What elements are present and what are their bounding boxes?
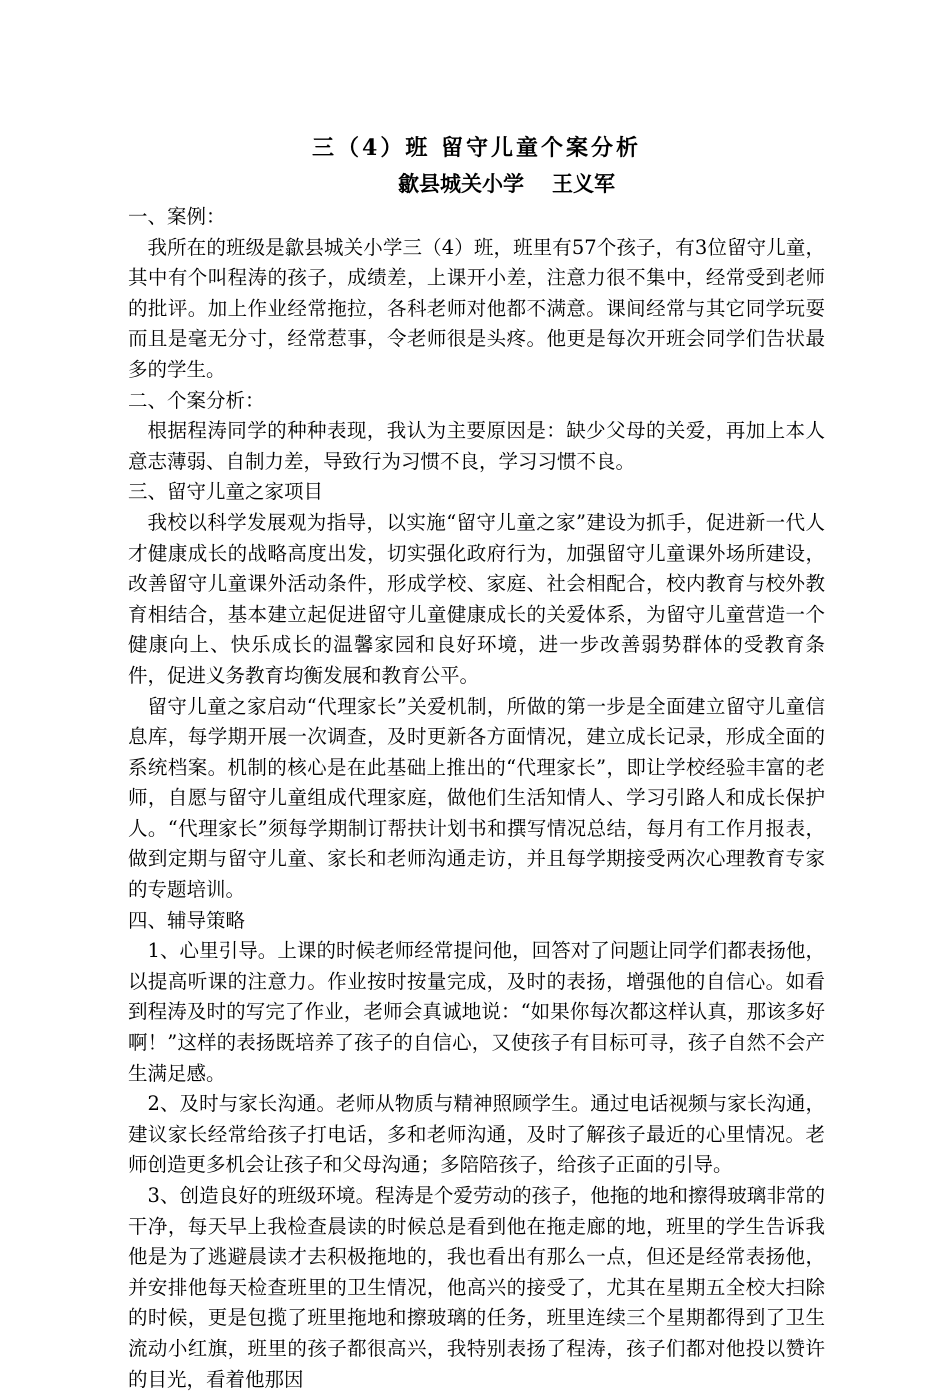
section-heading-analysis: 二、个案分析： (128, 388, 265, 412)
document-title: 三（4）班 留守儿童个案分析 (312, 135, 641, 161)
strategy-paragraph: 3、创造良好的班级环境。程涛是个爱劳动的孩子，他拖的地和擦得玻璃非常的干净，每天早上我检查晨读的时候总是看到他在拖走廊的地，班里的学生告诉我他是为了逃避晨读才去积极拖地的，我也看出有那么一点，但还是经常表扬他，并安排他每天检查班里的卫生情况，他高兴的接受了，尤其在星期五全校大扫除的时候，更是包揽了班里拖地和擦玻璃的任务，班里连续三个星期都得到了卫生流动小红旗，班里的孩子都很高兴，我特别表扬了程涛，孩子们都对他投以赞许的目光，看着他那因 (128, 1184, 825, 1391)
section-heading-strategy: 四、辅导策略 (128, 908, 246, 932)
section-heading-project: 三、留守儿童之家项目 (128, 480, 324, 504)
document-byline (188, 166, 825, 202)
project-paragraph: 留守儿童之家启动“代理家长”关爱机制，所做的第一步是全面建立留守儿童信息库，每学期开展一次调查，及时更新各方面情况，建立成长记录，形成全面的系统档案。机制的核心是在此基础上推出的“代理家长”，即让学校经验丰富的老师，自愿与留守儿童组成代理家庭，做他们生活知情人、学习引路人和成长保护人。“代理家长”须每学期制订帮扶计划书和撰写情况总结，每月有工作月报表，做到定期与留守儿童、家长和老师沟通走访，并且每学期接受两次心理教育专家的专题培训。 (128, 694, 825, 902)
case-paragraph: 我所在的班级是歙县城关小学三（4）班，班里有57个孩子，有3位留守儿童，其中有个叫程涛的孩子，成绩差，上课开小差，注意力很不集中，经常受到老师的批评。加上作业经常拖拉，各科老师对他都不满意。课间经常与其它同学玩耍而且是毫无分寸，经常惹事，令老师很是头疼。他更是每次开班会同学们告状最多的学生。 (128, 235, 825, 381)
section-heading-case: 一、案例： (128, 205, 226, 228)
project-paragraph: 我校以科学发展观为指导，以实施“留守儿童之家”建设为抓手，促进新一代人才健康成长的战略高度出发，切实强化政府行为，加强留守儿童课外场所建设，改善留守儿童课外活动条件，形成学校、家庭、社会相配合，校内教育与校外教育相结合，基本建立起促进留守儿童健康成长的关爱体系，为留守儿童营造一个健康向上、快乐成长的温馨家园和良好环境，进一步改善弱势群体的受教育条件，促进义务教育均衡发展和教育公平。 (128, 510, 825, 687)
analysis-paragraph: 根据程涛同学的种种表现，我认为主要原因是：缺少父母的关爱，再加上本人意志薄弱、自制力差，导致行为习惯不良，学习习惯不良。 (128, 419, 825, 473)
document-page (128, 130, 825, 1395)
school-name: 歙县城关小学 (398, 171, 524, 196)
author-name: 王义军 (552, 171, 615, 196)
strategy-paragraph: 2、及时与家长沟通。老师从物质与精神照顾学生。通过电话视频与家长沟通，建议家长经常给孩子打电话，多和老师沟通，及时了解孩子最近的心里情况。老师创造更多机会让孩子和父母沟通；多陪陪孩子，给孩子正面的引导。 (128, 1092, 825, 1177)
strategy-paragraph: 1、心里引导。上课的时候老师经常提问他，回答对了问题让同学们都表扬他，以提高听课的注意力。作业按时按量完成，及时的表扬，增强他的自信心。如看到程涛及时的写完了作业，老师会真诚地说：“如果你每次都这样认真，那该多好啊！”这样的表扬既培养了孩子的自信心，又使孩子有目标可寻，孩子自然不会产生满足感。 (128, 939, 825, 1085)
